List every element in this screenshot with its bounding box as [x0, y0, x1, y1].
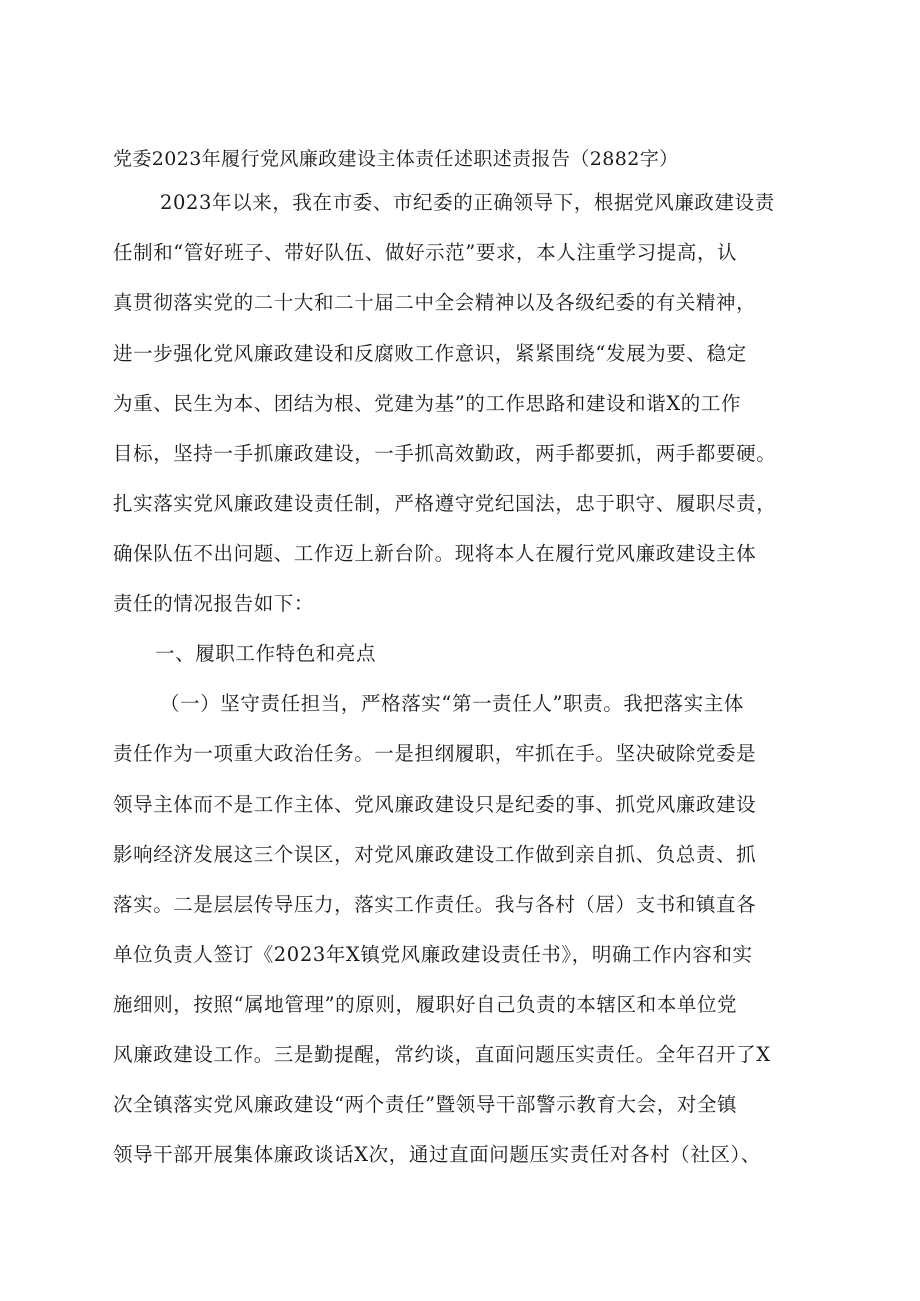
paragraph-line: 责任作为一项重大政治任务。一是担纲履职，牢抓在手。坚决破除党委是 [113, 742, 757, 765]
paragraph-line: （一）坚守责任担当，严格落实“第一责任人”职责。我把落实主体 [160, 692, 744, 715]
paragraph-line: 确保队伍不出问题、工作迈上新台阶。现将本人在履行党风廉政建设主体 [113, 542, 757, 565]
paragraph-line: 进一步强化党风廉政建设和反腐败工作意识，紧紧围绕“发展为要、稳定 [113, 342, 747, 365]
paragraph-line: 领导主体而不是工作主体、党风廉政建设只是纪委的事、抓党风廉政建设 [113, 793, 757, 816]
paragraph-line: 施细则，按照“属地管理”的原则，履职好自己负责的本辖区和本单位党 [113, 993, 738, 1016]
paragraph-line: 目标，坚持一手抓廉政建设，一手抓高效勤政，两手都要抓，两手都要硬。 [113, 442, 777, 465]
paragraph-line: 单位负责人签订《2023年X镇党风廉政建设责任书》，明确工作内容和实 [113, 943, 753, 966]
paragraph-line: 为重、民生为本、团结为根、党建为基”的工作思路和建设和谐X的工作 [113, 392, 742, 415]
paragraph-line: 责任的情况报告如下： [113, 592, 315, 615]
paragraph-line: 任制和“管好班子、带好队伍、做好示范”要求，本人注重学习提高，认 [113, 241, 738, 264]
paragraph-line: 次全镇落实党风廉政建设“两个责任”暨领导干部警示教育大会，对全镇 [113, 1093, 738, 1116]
section-heading: 一、履职工作特色和亮点 [155, 642, 377, 665]
paragraph-line: 扎实落实党风廉政建设责任制，严格遵守党纪国法，忠于职守、履职尽责， [113, 492, 777, 515]
paragraph-line: 真贯彻落实党的二十大和二十届二中全会精神以及各级纪委的有关精神， [113, 291, 757, 314]
paragraph-line: 影响经济发展这三个误区，对党风廉政建设工作做到亲自抓、负总责、抓 [113, 843, 757, 866]
paragraph-line: 落实。二是层层传导压力，落实工作责任。我与各村（居）支书和镇直各 [113, 893, 757, 916]
paragraph-line: 领导干部开展集体廉政谈话X次，通过直面问题压实责任对各村（社区）、 [113, 1143, 761, 1166]
paragraph-line: 风廉政建设工作。三是勤提醒，常约谈，直面问题压实责任。全年召开了X [113, 1043, 771, 1066]
document-title: 党委2023年履行党风廉政建设主体责任述职述责报告（2882字） [113, 148, 679, 170]
paragraph-line: 2023年以来，我在市委、市纪委的正确领导下，根据党风廉政建设责 [160, 191, 775, 214]
